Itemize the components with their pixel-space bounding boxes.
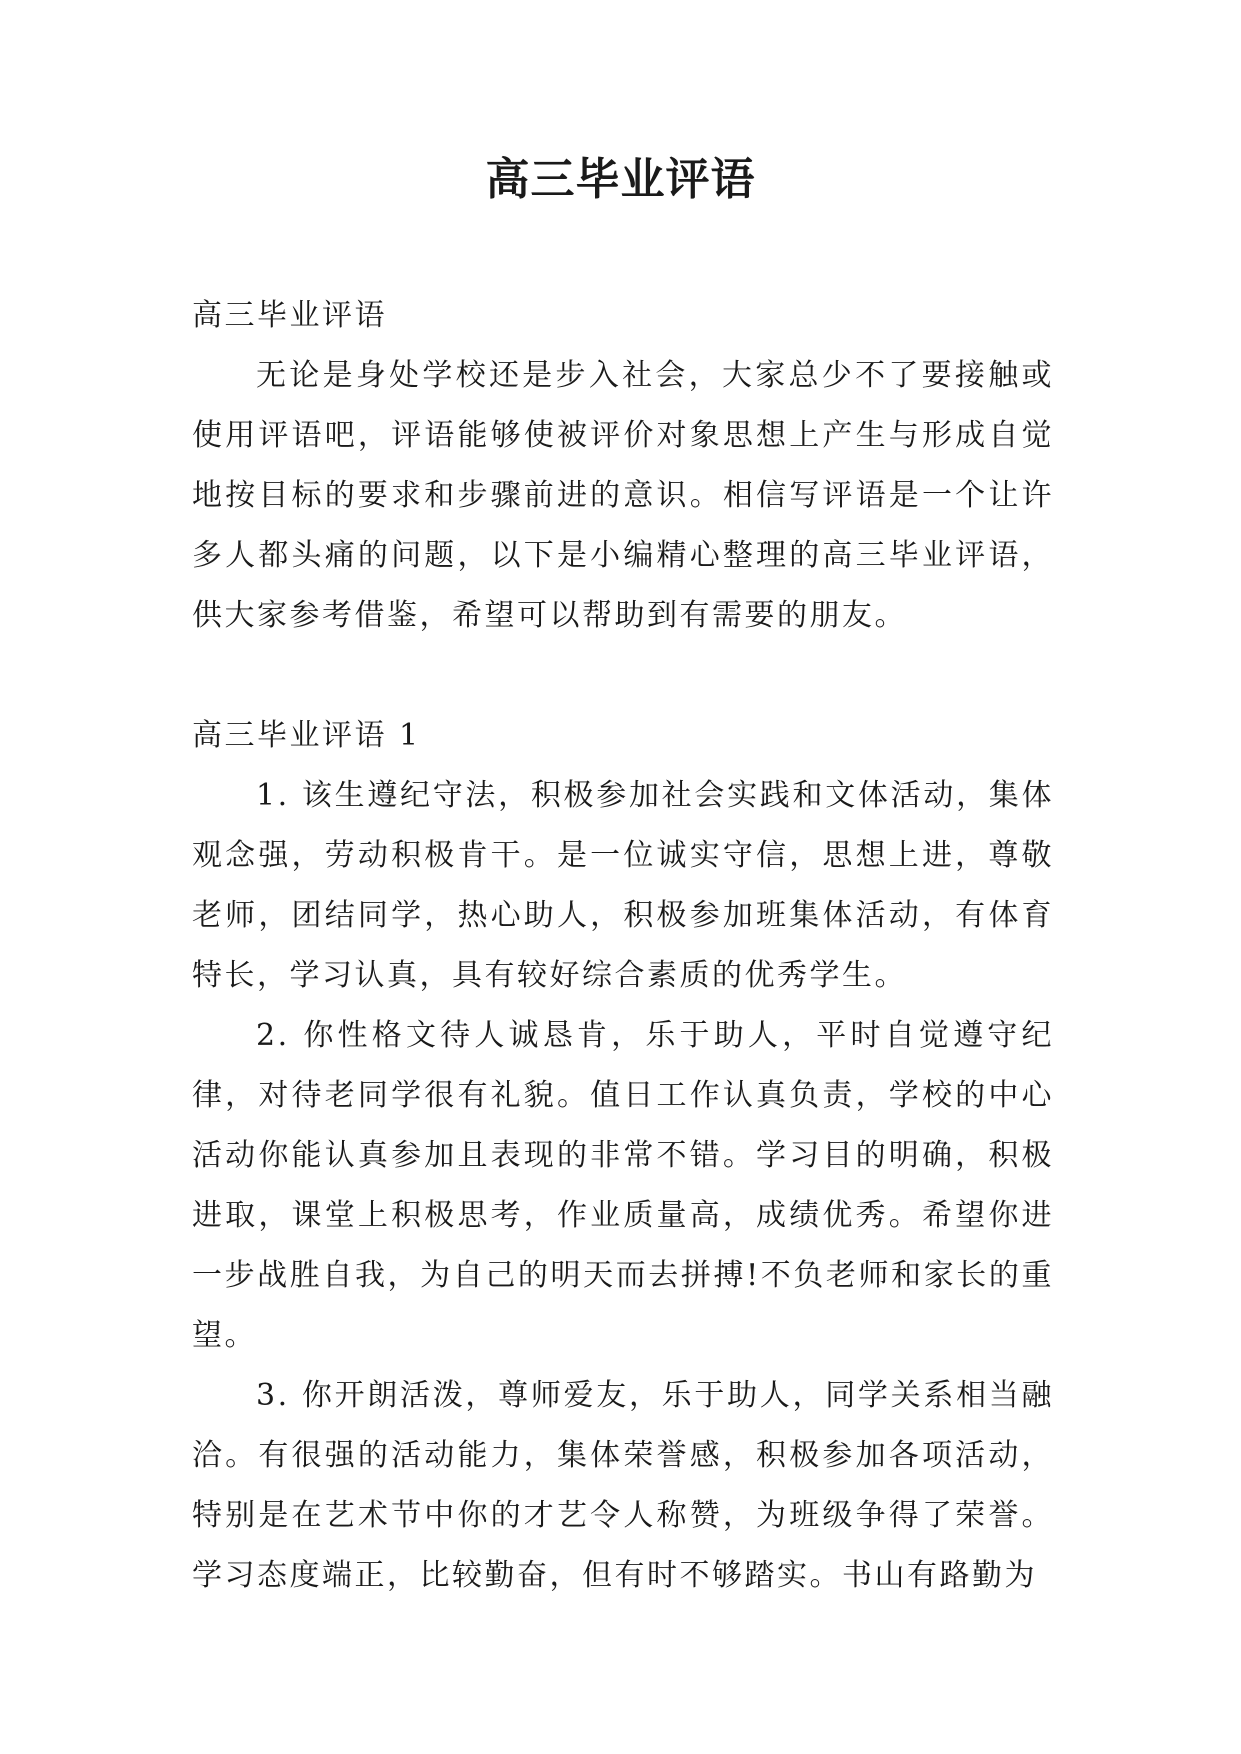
paragraph-spacer — [192, 646, 1054, 706]
intro-paragraph: 无论是身处学校还是步入社会，大家总少不了要接触或使用评语吧，评语能够使被评价对象思想上产生与形成自觉地按目标的要求和步骤前进的意识。相信写评语是一个让许多人都头痛的问题，以下是小编精心整理的高三毕业评语，供大家参考借鉴，希望可以帮助到有需要的朋友。 — [192, 358, 1054, 633]
comment-item-1: 1. 该生遵纪守法，积极参加社会实践和文体活动，集体观念强，劳动积极肯干。是一位诚实守信，思想上进，尊敬老师，团结同学，热心助人，积极参加班集体活动，有体育特长，学习认真，具有较好综合素质的优秀学生。 — [192, 778, 1054, 993]
document-body — [192, 286, 1054, 1606]
comment-item-2: 2. 你性格文待人诚恳肯，乐于助人，平时自觉遵守纪律，对待老同学很有礼貌。值日工作认真负责，学校的中心活动你能认真参加且表现的非常不错。学习目的明确，积极进取，课堂上积极思考，作业质量高，成绩优秀。希望你进一步战胜自我，为自己的明天而去拼搏!不负老师和家长的重望。 — [192, 1018, 1054, 1353]
document-title: 高三毕业评语 — [485, 154, 756, 205]
subheading: 高三毕业评语 1 — [192, 718, 421, 753]
comment-item-3: 3. 你开朗活泼，尊师爱友，乐于助人，同学关系相当融洽。有很强的活动能力，集体荣誉感，积极参加各项活动，特别是在艺术节中你的才艺令人称赞，为班级争得了荣誉。学习态度端正，比较勤奋，但有时不够踏实。书山有路勤为 — [192, 1378, 1054, 1593]
section-heading: 高三毕业评语 — [192, 298, 387, 333]
